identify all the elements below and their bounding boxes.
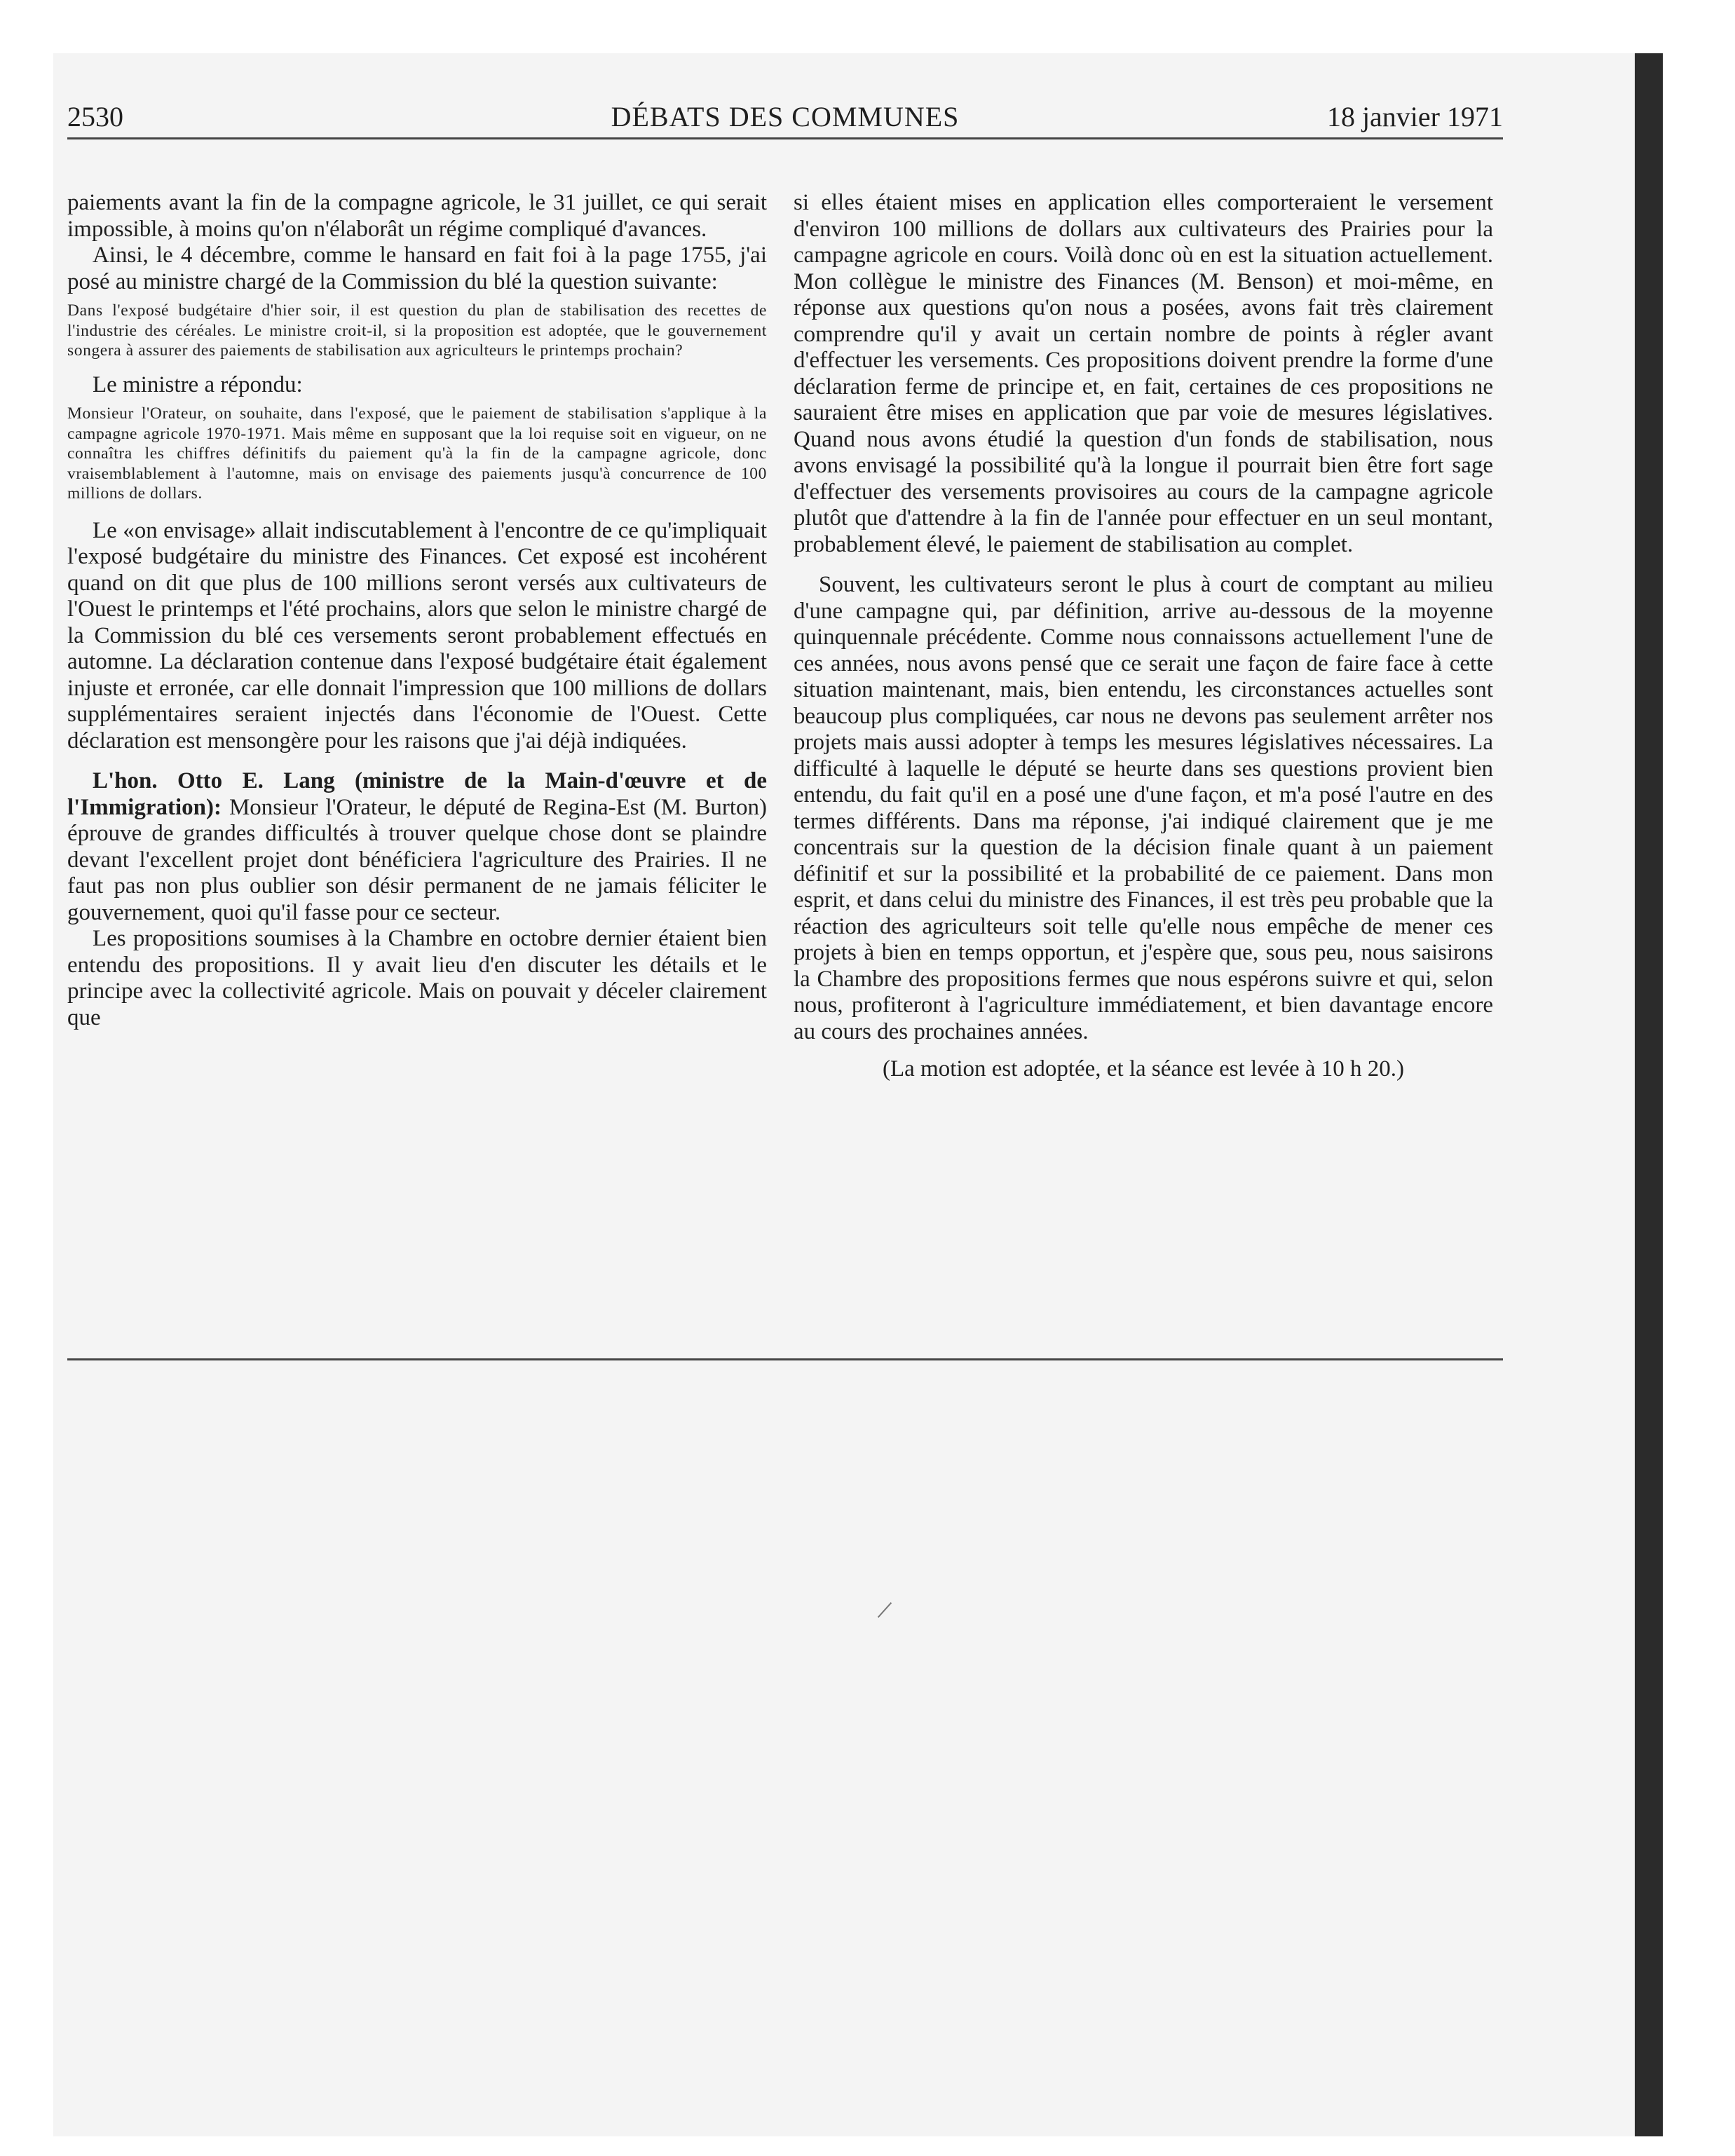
speaker-paragraph xyxy=(67,768,767,926)
page-number: 2530 xyxy=(67,101,123,132)
paragraph: si elles étaient mises en application elles comporteraient le versement d'environ 100 millions de dollars aux cultivateurs des Prairies pour la campagne agricole en cours. Voilà donc où en est la situation actuellement. Mon collègue le ministre des Finances (M. Benson) et moi-même, en réponse aux questions qu'on nous a posées, avons fait très clairement comprendre qu'il y avait un certain nombre de points à régler avant d'effectuer les versements. Ces propositions doivent prendre la forme d'une déclaration ferme de principe et, en fait, certaines de ces propositions ne sauraient être mises en application que par voie de mesures législatives. Quand nous avons étudié la question d'un fonds de stabilisation, nous avons envisagé la possibilité qu'à la longue il pourrait bien être fort sage d'effectuer des versements provisoires au cours de la campagne agricole plutôt que d'attendre à la fin de l'année pour effectuer en un seul montant, probablement élevé, le paiement de stabilisation au complet. xyxy=(794,190,1493,557)
publication-date: 18 janvier 1971 xyxy=(1326,101,1503,132)
left-column xyxy=(67,190,767,1031)
footer-rule xyxy=(67,1358,1503,1360)
procedural-note: (La motion est adoptée, et la séance est levée à 10 h 20.) xyxy=(882,1056,1405,1082)
page-edge-shadow xyxy=(1635,53,1663,2136)
speaker-name: L'hon. Otto E. Lang (ministre de la Main-d'œuvre et de l'Immigration): xyxy=(67,768,767,820)
speech-text: Monsieur l'Orateur, le député de Regina-Est (M. Burton) éprouve de grandes difficultés à trouver quelque chose dont se plaindre devant l'excellent projet dont bénéficiera l'agriculture des Prairies. Il ne faut pas non plus oublier son désir permanent de ne jamais féliciter le gouvernement, quoi qu'il fasse pour ce secteur. xyxy=(67,794,767,925)
publication-title: DÉBATS DES COMMUNES xyxy=(611,101,960,132)
paragraph: Le «on envisage» allait indiscutablement à l'encontre de ce qu'impliquait l'exposé budgétaire du ministre des Finances. Cet exposé est incohérent quand on dit que plus de 100 millions seront versés aux cultivateurs de l'Ouest le printemps et l'été prochains, alors que selon le ministre chargé de la Commission du blé ces versements seront probablement effectués en automne. La déclaration contenue dans l'exposé budgétaire était également injuste et erronée, car elle donnait l'impression que 100 millions de dollars supplémentaires seraient injectés dans l'économie de l'Ouest. Cette déclaration est mensongère pour les raisons que j'ai déjà indiquées. xyxy=(67,517,767,753)
page-header xyxy=(67,95,1503,139)
paragraph: Ainsi, le 4 décembre, comme le hansard en fait foi à la page 1755, j'ai posé au ministre chargé de la Commission du blé la question suivante: xyxy=(67,243,767,294)
block-quote: Dans l'exposé budgétaire d'hier soir, il est question du plan de stabilisation des recettes de l'industrie des céréales. Le ministre croit-il, si la proposition est adoptée, que le gouvernement songera à assurer des paiements de stabilisation aux agriculteurs le printemps prochain? xyxy=(67,301,767,360)
block-quote: Monsieur l'Orateur, on souhaite, dans l'exposé, que le paiement de stabilisation s'applique à la campagne agricole 1970-1971. Mais même en supposant que la loi requise soit en vigueur, on ne connaîtra les chiffres définitifs du paiement qu'à la fin de la campagne agricole, donc vraisemblablement à l'automne, mais on envisage des paiements jusqu'à concurrence de 100 millions de dollars. xyxy=(67,404,767,503)
right-column xyxy=(794,190,1493,1083)
paragraph: Souvent, les cultivateurs seront le plus à court de comptant au milieu d'une campagne qui, par définition, arrive au-dessous de la moyenne quinquennale précédente. Comme nous connaissons actuellement l'une de ces années, nous avons pensé que ce serait une façon de faire face à cette situation maintenant, mais, bien entendu, les circonstances actuelles sont beaucoup plus compliquées, car nous ne devons pas seulement arrêter nos projets mais aussi adopter à temps les mesures législatives nécessaires. La difficulté à laquelle le député se heurte dans ses questions provient bien entendu, du fait qu'il en a posé une d'une façon, et m'a posé l'autre en des termes différents. Dans ma réponse, j'ai indiqué clairement que je me concentrais sur la question de la décision finale quant à un paiement définitif et sur la possibilité et la probabilité de ce paiement. Dans mon esprit, et dans celui du ministre des Finances, il est très peu probable que la réaction des agriculteurs soit telle qu'elle nous empêche de mener ces projets à bien en temps opportun, et j'espère que, sous peu, nous saisirons la Chambre des propositions fermes que nous espérons suivre et qui, selon nous, profiteront à l'agriculture immédiatement, et bien davantage encore au cours des prochaines années. xyxy=(794,572,1493,1044)
paragraph: Le ministre a répondu: xyxy=(93,371,303,397)
paragraph: Les propositions soumises à la Chambre en octobre dernier étaient bien entendu des propositions. Il y avait lieu d'en discuter les détails et le principe avec la collectivité agricole. Mais on pouvait y déceler clairement que xyxy=(67,926,767,1030)
paragraph: paiements avant la fin de la compagne agricole, le 31 juillet, ce qui serait impossible, à moins qu'on n'élaborât un régime compliqué d'avances. xyxy=(67,190,767,242)
